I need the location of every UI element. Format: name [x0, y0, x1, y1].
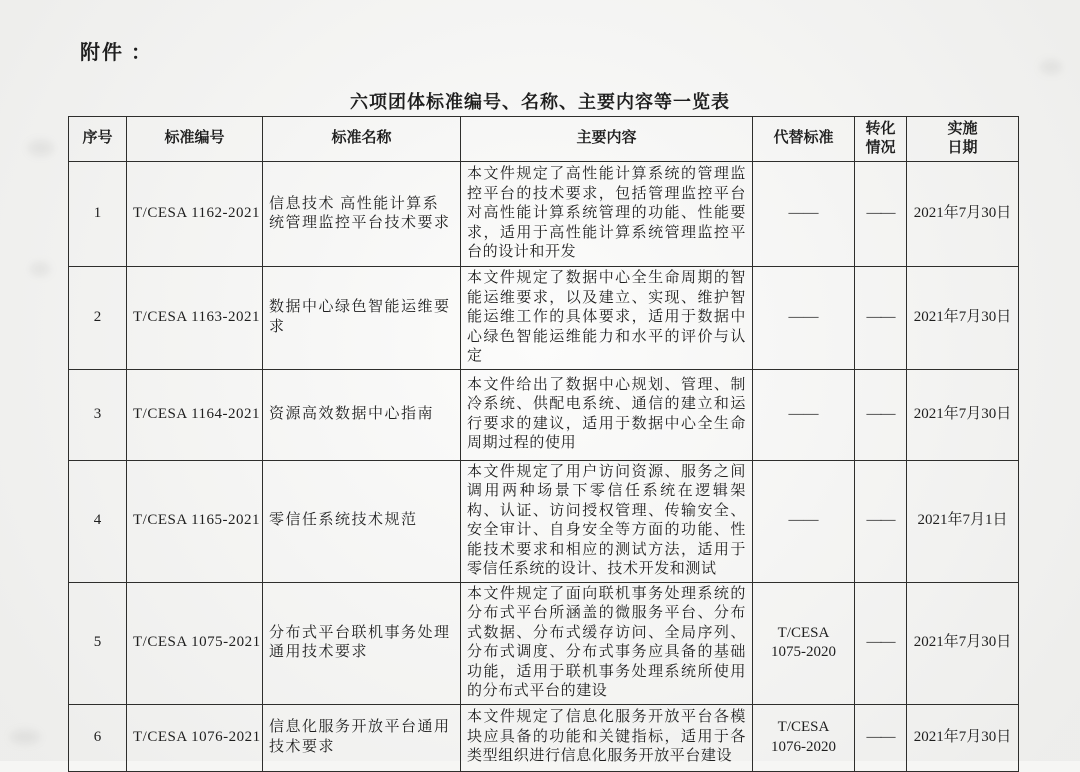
header-code: 标准编号 — [127, 117, 263, 162]
page-title: 六项团体标准编号、名称、主要内容等一览表 — [350, 92, 730, 112]
conversion-status: —— — [855, 162, 907, 267]
implementation-date: 2021年7月30日 — [907, 582, 1019, 704]
replaced-standard: T/CESA 1075-2020 — [753, 582, 855, 704]
row-num: 3 — [69, 369, 127, 460]
standard-code: T/CESA 1163-2021 — [127, 267, 263, 370]
table-row — [69, 162, 1019, 267]
conversion-status: —— — [855, 369, 907, 460]
implementation-date: 2021年7月30日 — [907, 267, 1019, 370]
conversion-status: —— — [855, 267, 907, 370]
implementation-date: 2021年7月30日 — [907, 704, 1019, 771]
header-date-line2: 日期 — [947, 140, 978, 156]
standard-name: 零信任系统技术规范 — [263, 460, 461, 582]
table-header-row — [69, 117, 1019, 162]
standards-table — [68, 116, 1019, 772]
row-num: 5 — [69, 582, 127, 704]
row-num: 4 — [69, 460, 127, 582]
header-num: 序号 — [69, 117, 127, 162]
header-name: 标准名称 — [263, 117, 461, 162]
standard-name: 资源高效数据中心指南 — [263, 369, 461, 460]
attachment-label: 附件 ： — [80, 42, 153, 64]
row-num: 1 — [69, 162, 127, 267]
scan-artifact — [1040, 60, 1062, 74]
scan-artifact — [10, 730, 40, 744]
standard-code: T/CESA 1075-2021 — [127, 582, 263, 704]
row-num: 6 — [69, 704, 127, 771]
standard-name: 信息技术 高性能计算系统管理监控平台技术要求 — [263, 162, 461, 267]
replaced-standard: T/CESA 1076-2020 — [753, 704, 855, 771]
table-row — [69, 582, 1019, 704]
conversion-status: —— — [855, 704, 907, 771]
conversion-status: —— — [855, 460, 907, 582]
header-conversion — [855, 117, 907, 162]
header-content: 主要内容 — [461, 117, 753, 162]
standard-content: 本文件规定了信息化服务开放平台各模块应具备的功能和关键指标，适用于各类型组织进行信息化服务开放平台建设 — [461, 704, 753, 771]
replaced-standard: —— — [753, 460, 855, 582]
header-conversion-line2: 情况 — [865, 140, 896, 156]
standard-content: 本文件给出了数据中心规划、管理、制冷系统、供配电系统、通信的建立和运行要求的建议，适用于数据中心全生命周期过程的使用 — [461, 369, 753, 460]
standard-code: T/CESA 1164-2021 — [127, 369, 263, 460]
table-row — [69, 369, 1019, 460]
header-conversion-line1: 转化 — [865, 120, 896, 137]
replaced-standard: —— — [753, 369, 855, 460]
standard-name: 信息化服务开放平台通用技术要求 — [263, 704, 461, 771]
replaced-standard: —— — [753, 162, 855, 267]
standard-content: 本文件规定了高性能计算系统的管理监控平台的技术要求，包括管理监控平台对高性能计算系统管理的功能、性能要求，适用于高性能计算系统管理监控平台的设计和开发 — [461, 162, 753, 267]
conversion-status: —— — [855, 582, 907, 704]
header-date-line1: 实施 — [947, 120, 978, 137]
standard-name: 数据中心绿色智能运维要求 — [263, 267, 461, 370]
implementation-date: 2021年7月30日 — [907, 162, 1019, 267]
standard-code: T/CESA 1162-2021 — [127, 162, 263, 267]
scan-artifact — [30, 262, 50, 276]
replaced-standard: —— — [753, 267, 855, 370]
standard-name: 分布式平台联机事务处理通用技术要求 — [263, 582, 461, 704]
table-row — [69, 267, 1019, 370]
implementation-date: 2021年7月1日 — [907, 460, 1019, 582]
header-date — [907, 117, 1019, 162]
standard-content: 本文件规定了数据中心全生命周期的智能运维要求，以及建立、实现、维护智能运维工作的具体要求，适用于数据中心绿色智能运维能力和水平的评价与认定 — [461, 267, 753, 370]
standard-content: 本文件规定了用户访问资源、服务之间调用两种场景下零信任系统在逻辑架构、认证、访问授权管理、传输安全、安全审计、自身安全等方面的功能、性能技术要求和相应的测试方法，适用于零信任系统的设计、技术开发和测试 — [461, 460, 753, 582]
standard-code: T/CESA 1076-2021 — [127, 704, 263, 771]
scan-artifact — [28, 140, 54, 156]
standard-content: 本文件规定了面向联机事务处理系统的分布式平台所涵盖的微服务平台、分布式数据、分布式缓存访问、全局序列、分布式调度、分布式事务应具备的基础功能，适用于联机事务处理系统所使用的分布式平台的建设 — [461, 582, 753, 704]
row-num: 2 — [69, 267, 127, 370]
standard-code: T/CESA 1165-2021 — [127, 460, 263, 582]
header-replaced: 代替标准 — [753, 117, 855, 162]
implementation-date: 2021年7月30日 — [907, 369, 1019, 460]
table-row — [69, 460, 1019, 582]
